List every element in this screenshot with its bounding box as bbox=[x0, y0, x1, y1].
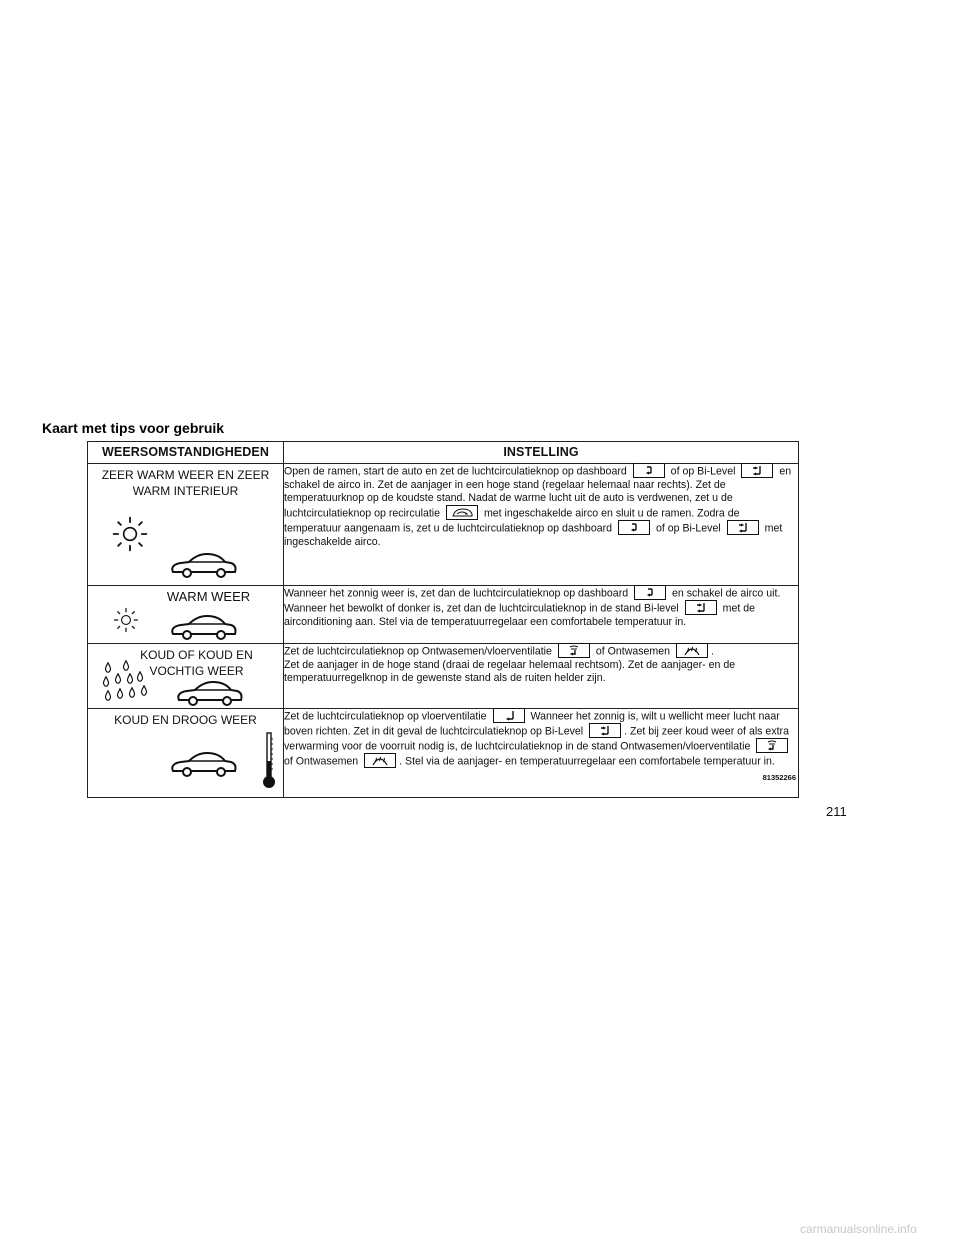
bi-level-vent-icon bbox=[741, 463, 773, 478]
condition-label: ZEER WARM WEER EN ZEER WARM INTERIEUR bbox=[101, 468, 270, 498]
condition-label: KOUD EN DROOG WEER bbox=[114, 713, 257, 727]
setting-text: en schakel de airco in. Zet de aanjager in een hoge stand (regelaar helemaal naar rechts). Zet de temperatuurknop op de koudste stand. Nadat de warme lucht uit de auto is verdwenen, zet u de luchtcirculatieknop op recirculatie bbox=[284, 465, 792, 520]
table-header-row bbox=[88, 442, 799, 464]
recirculation-icon bbox=[446, 505, 478, 520]
setting-text: met ingeschakelde airco en sluit u de ramen. Zodra de temperatuur aangenaam is, zet u de luchtcirculatieknop op dashboard bbox=[284, 507, 740, 535]
table-row bbox=[88, 709, 799, 798]
condition-cell bbox=[88, 709, 284, 798]
setting-text: Wanneer het zonnig is, wilt u wellicht meer lucht naar boven richten. Zet in dit geval de luchtcirculatieknop op Bi-Level bbox=[284, 710, 780, 738]
bi-level-vent-icon bbox=[727, 520, 759, 535]
sun-icon bbox=[110, 514, 150, 554]
setting-text: of Ontwasemen bbox=[284, 755, 359, 768]
floor-vent-icon bbox=[493, 708, 525, 723]
watermark: carmanualsonline.info bbox=[800, 1222, 917, 1236]
setting-text: Zet de aanjager in de hoge stand (draai de regelaar helemaal rechtsom). Zet de aanjager- en de temperatuurregelknop in de gewenste stand als de ruiten helder zijn. bbox=[284, 659, 736, 685]
defrost-floor-icon bbox=[558, 643, 590, 658]
condition-cell bbox=[88, 644, 284, 709]
dashboard-vent-icon bbox=[634, 585, 666, 600]
setting-text: . Zet bij zeer koud weer of als extra verwarming voor de voorruit nodig is, de luchtcirculatieknop in de stand Ontwasemen/vloerventilatie bbox=[284, 725, 789, 753]
setting-text: . bbox=[711, 645, 714, 658]
condition-label: WARM WEER bbox=[166, 589, 251, 604]
tips-table bbox=[87, 441, 799, 798]
setting-text: . Stel via de aanjager- en temperatuurregelaar een comfortabele temperatuur in. bbox=[399, 755, 775, 768]
car-icon bbox=[174, 676, 246, 706]
setting-cell bbox=[284, 586, 799, 644]
setting-text: Open de ramen, start de auto en zet de luchtcirculatieknop op dashboard bbox=[284, 465, 627, 478]
setting-text: met ingeschakelde airco. bbox=[284, 522, 783, 548]
condition-label: KOUD OF KOUD EN VOCHTIG WEER bbox=[140, 648, 253, 678]
setting-cell bbox=[284, 644, 799, 709]
car-icon bbox=[168, 610, 240, 640]
sun-icon bbox=[112, 606, 140, 634]
thermometer-icon bbox=[262, 731, 276, 789]
table-row bbox=[88, 644, 799, 709]
setting-cell bbox=[284, 464, 799, 586]
defrost-floor-icon bbox=[756, 738, 788, 753]
bi-level-vent-icon bbox=[685, 600, 717, 615]
defrost-icon bbox=[364, 753, 396, 768]
header-setting: INSTELLING bbox=[284, 442, 799, 464]
setting-cell bbox=[284, 709, 799, 798]
table-row bbox=[88, 586, 799, 644]
page-number: 211 bbox=[826, 804, 847, 819]
bi-level-vent-icon bbox=[589, 723, 621, 738]
setting-text: en schakel de airco uit. Wanneer het bewolkt of donker is, zet dan de luchtcirculatieknop in de stand Bi-level bbox=[284, 587, 781, 615]
dashboard-vent-icon bbox=[618, 520, 650, 535]
setting-text: of Ontwasemen bbox=[595, 645, 671, 658]
setting-text: Zet de luchtcirculatieknop op vloerventilatie bbox=[284, 710, 487, 723]
defrost-icon bbox=[676, 643, 708, 658]
setting-text: met de airconditioning aan. Stel via de temperatuurregelaar een comfortabele temperatuur in. bbox=[284, 602, 756, 628]
table-row bbox=[88, 464, 799, 586]
condition-cell bbox=[88, 464, 284, 586]
header-conditions: WEERSOMSTANDIGHEDEN bbox=[88, 442, 284, 464]
setting-text: Zet de luchtcirculatieknop op Ontwasemen/vloerventilatie bbox=[284, 645, 552, 658]
dashboard-vent-icon bbox=[633, 463, 665, 478]
figure-code: 81352266 bbox=[762, 773, 796, 782]
setting-text: of op Bi-Level bbox=[670, 465, 736, 478]
setting-text: of op Bi-Level bbox=[655, 522, 721, 535]
car-icon bbox=[168, 548, 240, 578]
section-title: Kaart met tips voor gebruik bbox=[42, 420, 225, 436]
raindrops-icon bbox=[102, 660, 162, 706]
car-icon bbox=[168, 747, 240, 777]
condition-cell bbox=[88, 586, 284, 644]
setting-text: Wanneer het zonnig weer is, zet dan de luchtcirculatieknop op dashboard bbox=[284, 587, 629, 600]
